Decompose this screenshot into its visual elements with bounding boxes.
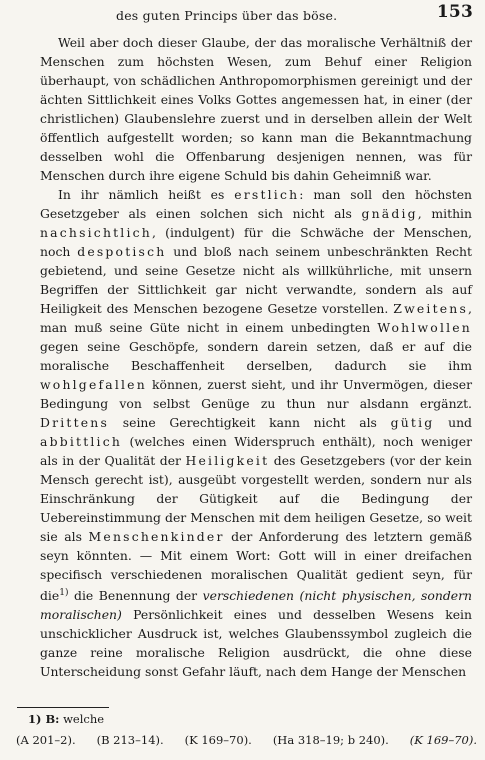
paragraph-1-text: Weil aber doch dieser Glaube, der das moralische Verhältniß der Menschen zum höchsten Wesen, zum Behuf einer Religion überhaupt, von schädlichen Anthropomorphismen gereinigt und der ächten Sittlichkeit eines Volks Gottes angemessen hat, in einer (der christlichen) Glaubenslehre zuerst und in derselben allein der Welt öffentlich aufgestellt worden; so kann man die Bekanntmachung desselben wohl die Offenbarung desjenigen nennen, was für Menschen durch ihre eigene Schuld bis dahin Geheimniß war. — [40, 35, 472, 183]
text-run: gegen seine Geschöpfe, sondern darein setzen, daß er auf die moralische Beschaffenheit derselben, dadurch sie ihm — [40, 339, 472, 373]
reference-k-italic: (K 169–70). — [409, 733, 477, 747]
text-run: , mithin — [417, 206, 472, 221]
edition-references — [16, 733, 477, 747]
text-run: , (indulgent) für die Schwäche der Menschen, noch — [40, 225, 472, 259]
emphasis-heiligkeit: Heiligkeit — [185, 453, 270, 468]
text-run: : man soll den höchsten Gesetzgeber als einen solchen sich nicht als — [40, 187, 473, 221]
emphasis-despotisch: despotisch — [77, 244, 167, 259]
text-run: seine Gerechtigkeit kann nicht als — [109, 415, 391, 430]
text-run: des Gesetzgebers (vor der kein Mensch gerecht ist), ausgeübt vorgestellt werden, sondern nur als Einschränkung der Gütigkeit auf die Bedingung der Uebereinstimmung der Menschen mit dem heiligen Gesetze, so weit sie als — [40, 453, 472, 544]
running-head — [40, 2, 473, 24]
text-run: : Gott will in einer dreifachen specifisch verschiedenen moralischen Qualität gedient seyn, für die — [40, 548, 472, 604]
footnote — [28, 712, 104, 726]
emphasis-drittens: Drittens — [40, 415, 110, 430]
text-run: und — [434, 415, 472, 430]
reference-b: (B 213–14). — [96, 733, 164, 747]
emphasis-nachsichtlich: nachsichtlich — [40, 225, 152, 240]
running-head-title: des guten Princips über das böse. — [116, 8, 338, 23]
reference-ha: (Ha 318–19; b 240). — [272, 733, 389, 747]
text-run: Persönlichkeit eines und desselben Wesens kein unschicklicher Ausdruck ist, welches Glaubenssymbol zugleich die ganze reine moralische Religion ausdrückt, die ohne diese Unterscheidung sonst Gefahr läuft, nach dem Hange der Menschen — [40, 607, 472, 680]
text-run: (welches einen Widerspruch enthält), noch weniger als in der Qualität der — [40, 434, 472, 468]
footnote-marker: 1) — [59, 588, 69, 598]
text-run: , man muß seine Güte nicht in einem unbedingten — [40, 301, 472, 335]
emphasis-gnaedig: gnädig — [361, 206, 418, 221]
emphasis-verschiedenen: verschiedenen (nicht physischen, sondern moralischen) — [40, 588, 473, 623]
text-run: die Benennung der — [68, 588, 203, 604]
text-run: und bloß nach seinem unbeschränkten Recht gebietend, und seine Gesetze nicht als willkührliche, mit unsern Begriffen der Sittlichkeit gar nicht verwandte, sondern als auf Heiligkeit des Menschen bezogene Gesetze vorstellen. — [40, 244, 472, 316]
footnote-mark: 1) B: — [28, 712, 60, 726]
main-text — [40, 33, 472, 681]
emphasis-guetig: gütig — [390, 415, 435, 430]
text-run: der Anforderung des letztern gemäß seyn könnten. — — [40, 529, 472, 563]
emphasis-wohlgefallen: wohlgefallen — [40, 377, 147, 392]
paragraph-1 — [40, 33, 472, 185]
emphasis-mit-einem-wort: Mit einem Wort — [160, 548, 267, 563]
footnote-rule — [17, 707, 109, 708]
emphasis-zweitens: Zweitens — [393, 301, 469, 316]
reference-k: (K 169–70). — [184, 733, 252, 747]
paragraph-2 — [40, 185, 472, 681]
text-run: In ihr nämlich heißt es — [58, 187, 235, 202]
reference-a: (A 201–2). — [16, 733, 76, 747]
emphasis-abbittlich: abbittlich — [40, 434, 123, 449]
emphasis-menschenkinder: Menschenkinder — [88, 529, 225, 544]
emphasis-wohlwollen: Wohlwollen — [377, 320, 472, 335]
footnote-text: welche — [63, 712, 105, 726]
page-number: 153 — [436, 2, 473, 22]
emphasis-erstlich: erstlich — [234, 187, 300, 202]
text-run: können, zuerst sieht, und ihr Unvermögen, dieser Bedingung von selbst Genüge zu thun nur alsdann ergänzt. — [40, 377, 472, 411]
